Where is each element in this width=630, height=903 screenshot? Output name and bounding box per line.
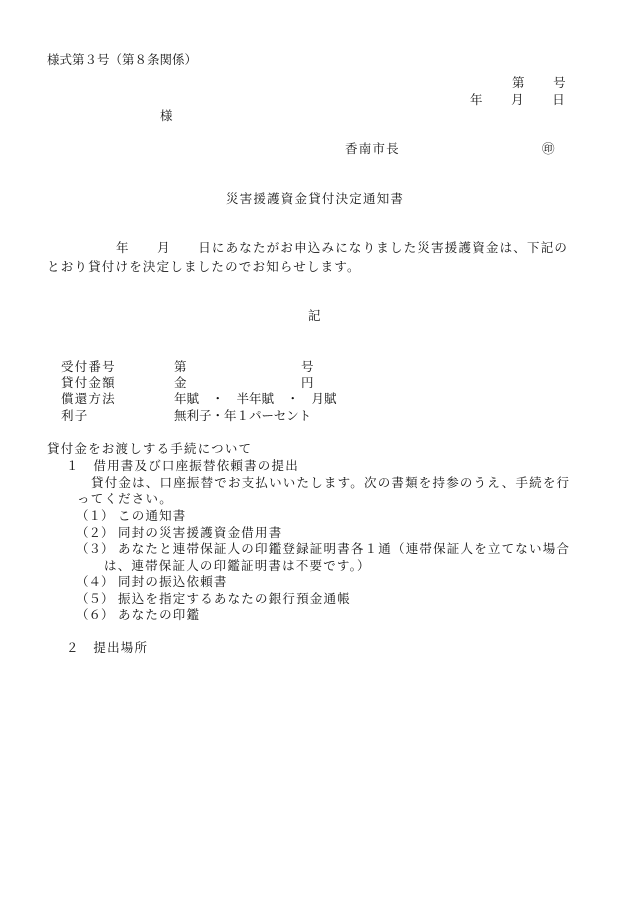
item-text: 同封の災害援護資金借用書 [118,525,283,540]
intro-line-1: 年 月 日にあなたがお申込みになりました災害援護資金は、下記の [116,240,569,255]
notice-number: 第 号 [512,75,567,90]
intro-line-2: とおり貸付けを決定しましたのでお知らせします。 [47,259,361,274]
section-2-heading: ２ 提出場所 [66,640,149,655]
section-1-paragraph-line-1: 貸付金は、口座振替でお支払いいたします。次の書類を持参のうえ、手続を行 [91,475,571,490]
form-number: 様式第３号（第８条関係） [47,52,198,67]
item-number: （４） [76,574,114,589]
section-1-heading: １ 借用書及び口座振替依頼書の提出 [66,458,299,473]
detail-label: 貸付金額 [61,375,116,390]
issue-date: 年 月 日 [470,92,566,107]
item-text: 同封の振込依頼書 [118,574,228,589]
issuer-name: 香南市長 [345,141,400,156]
item-text: あなたの印鑑 [118,607,201,622]
detail-label: 償還方法 [61,391,116,406]
detail-label: 受付番号 [61,359,116,374]
detail-value: 無利子・年１パーセント [174,408,312,423]
item-text: あなたと連帯保証人の印鑑登録証明書各１通（連帯保証人を立てない場合 [118,541,571,556]
item-number: （２） [76,525,114,540]
procedure-heading: 貸付金をお渡しする手続について [47,441,253,456]
detail-suffix: 円 [301,375,314,390]
detail-value: 金 [174,375,187,390]
detail-label: 利子 [61,408,89,423]
item-number: （３） [76,541,114,556]
ki-heading: 記 [308,308,321,323]
detail-suffix: 号 [301,359,314,374]
detail-value: 年賦 ・ 半年賦 ・ 月賦 [174,391,337,406]
item-number: （１） [76,508,114,523]
section-1-paragraph-line-2: ってください。 [77,491,173,506]
document-title: 災害援護資金貸付決定通知書 [226,191,405,206]
detail-value: 第 [174,359,187,374]
item-number: （６） [76,607,114,622]
item-number: （５） [76,591,114,606]
addressee-honorific: 様 [160,108,173,123]
item-text: 振込を指定するあなたの銀行預金通帳 [118,591,351,606]
item-text-continuation: は、連帯保証人の印鑑証明書は不要です。） [104,558,371,573]
item-text: この通知書 [118,508,187,523]
seal-mark: ㊞ [542,141,555,156]
